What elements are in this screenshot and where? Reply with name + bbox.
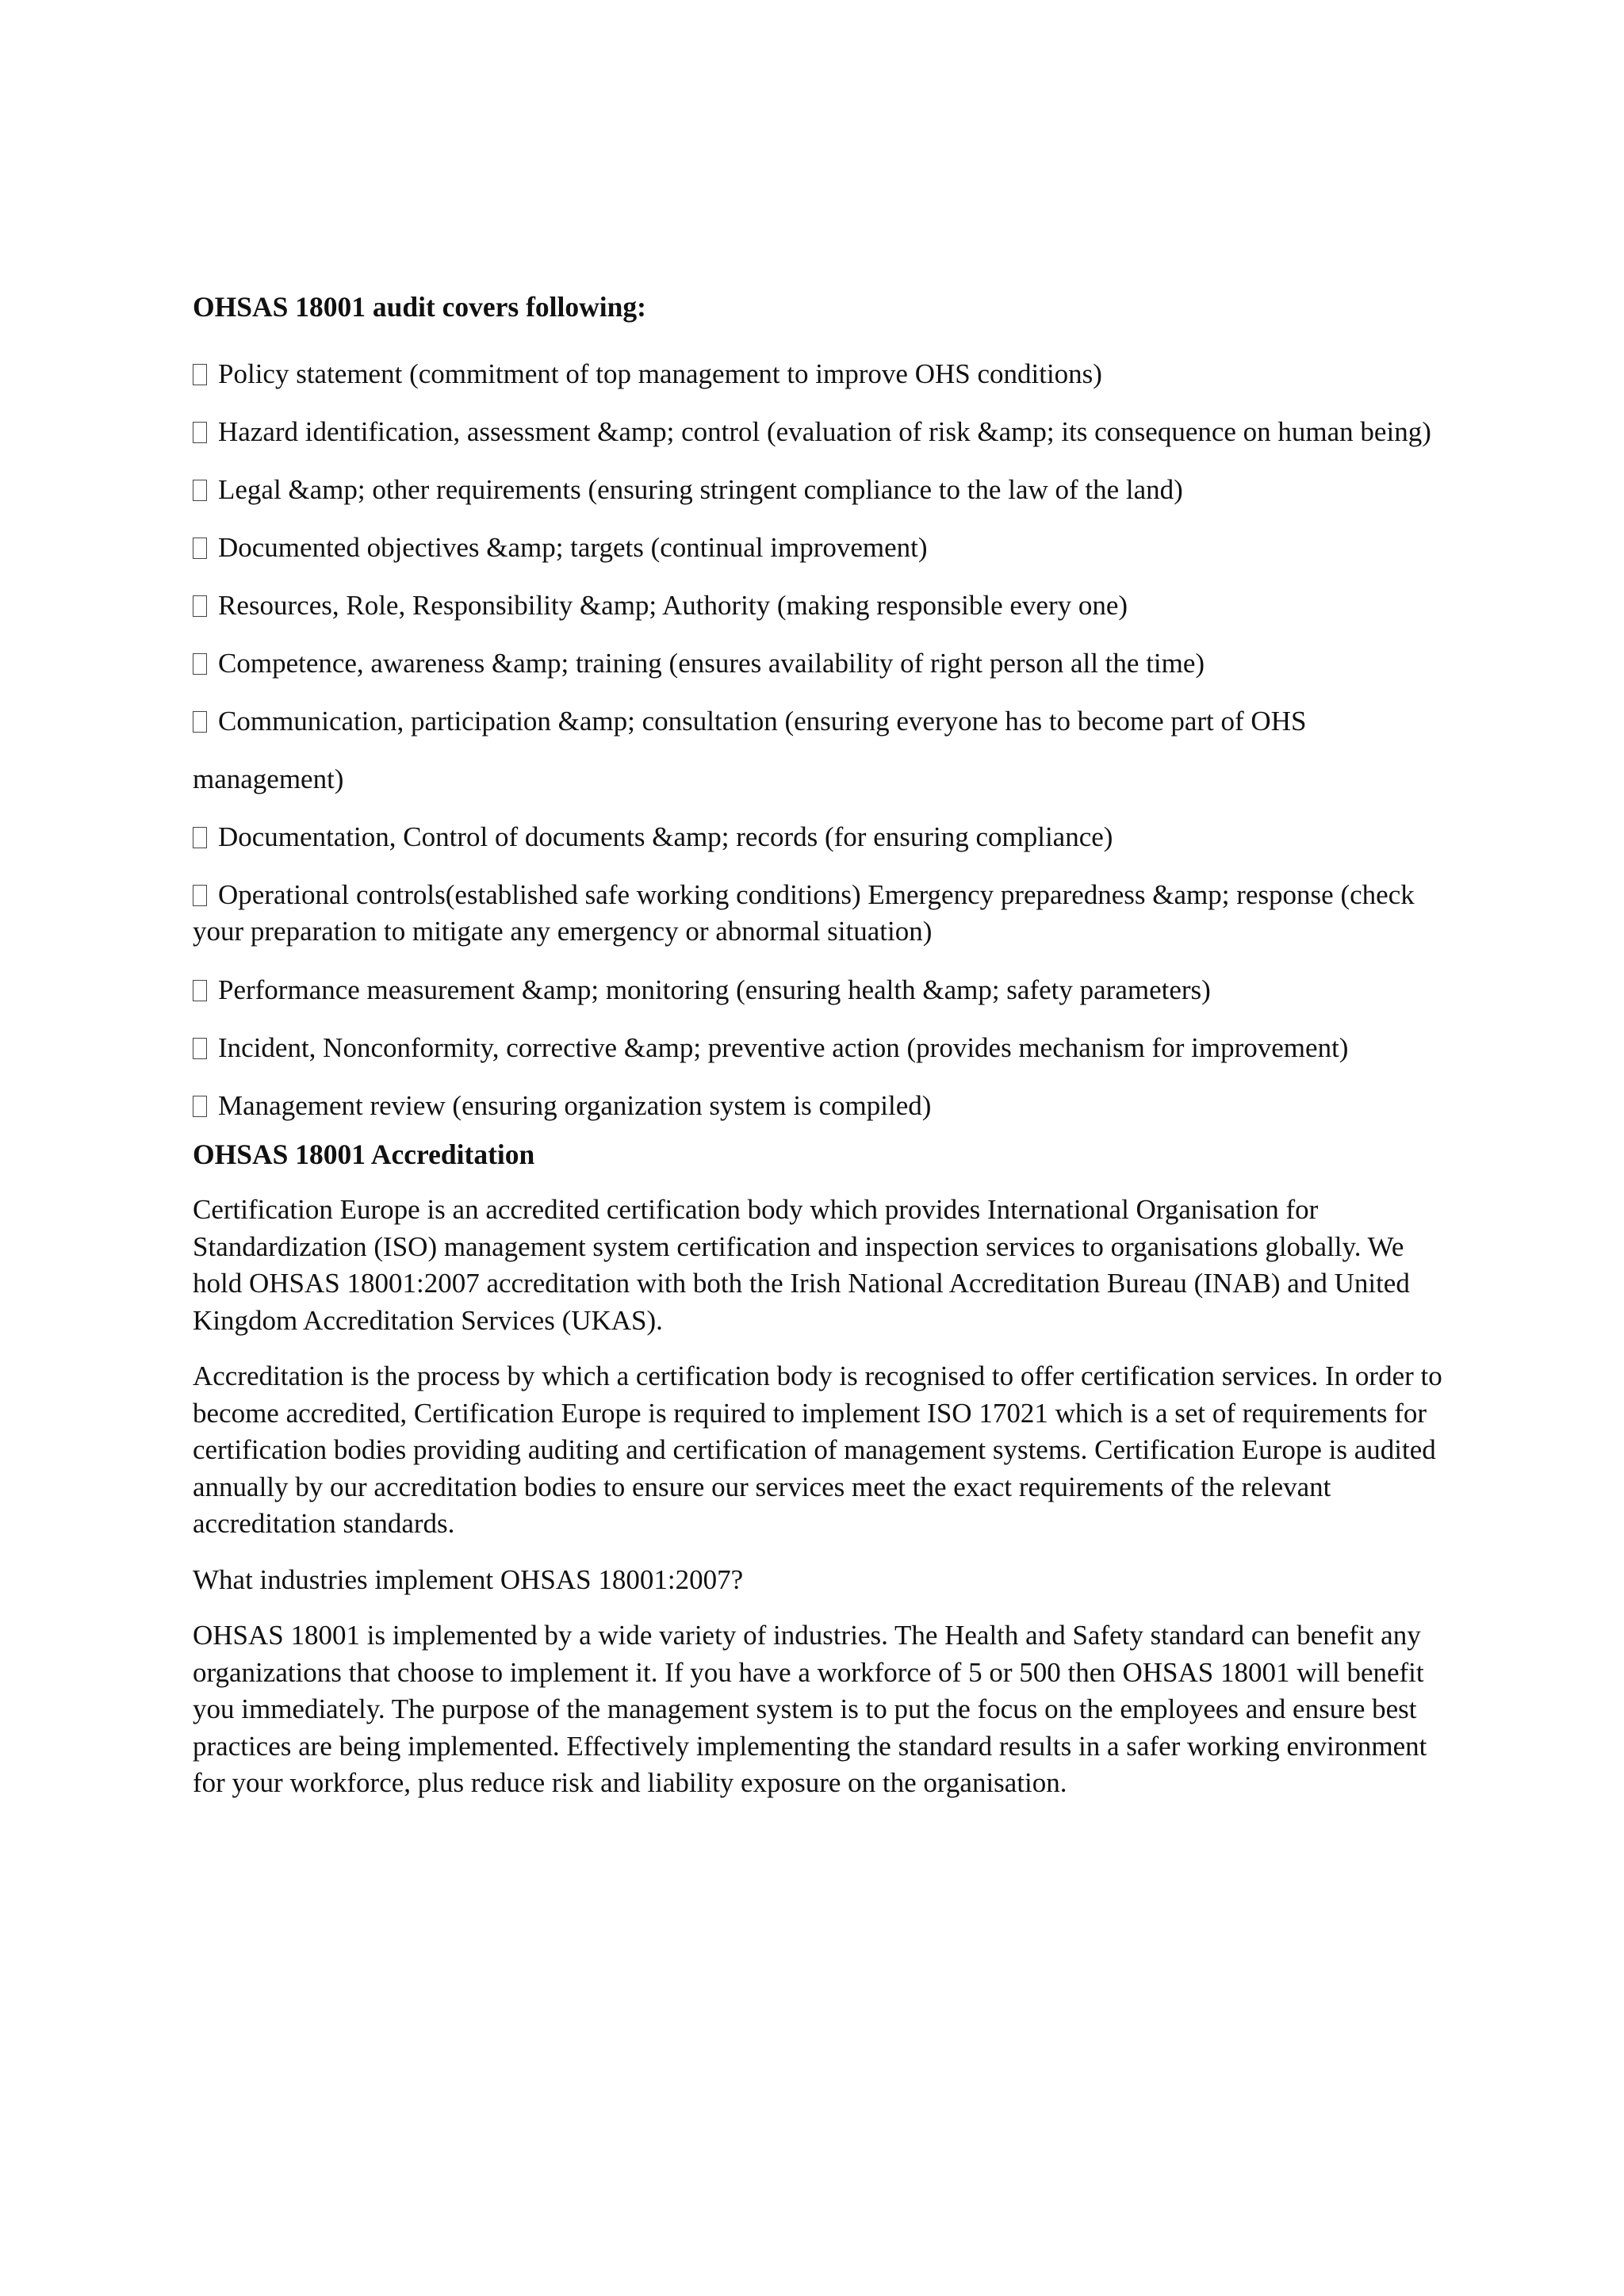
list-item [193, 403, 1446, 461]
list-item-text: Documentation, Control of documents &amp; records (for ensuring compliance) [218, 821, 1113, 852]
list-item-text: Operational controls(established safe working conditions) Emergency preparedness &amp; response (check your preparation to mitigate any emergency or abnormal situation) [193, 879, 1415, 947]
list-item [193, 461, 1446, 519]
list-item-text: Incident, Nonconformity, corrective &amp; preventive action (provides mechanism for improvement) [218, 1032, 1349, 1063]
section-heading-accreditation: OHSAS 18001 Accreditation [193, 1138, 535, 1170]
list-item [193, 692, 1446, 808]
document-body [193, 287, 1446, 1821]
list-item-text: Performance measurement &amp; monitoring (ensuring health &amp; safety parameters) [218, 974, 1211, 1005]
list-item [193, 877, 1446, 950]
section-heading-audit-covers: OHSAS 18001 audit covers following: [193, 291, 646, 323]
list-item [193, 1019, 1446, 1077]
list-item [193, 576, 1446, 634]
box-glyph-icon [193, 538, 207, 559]
box-glyph-icon [193, 653, 207, 675]
list-item [193, 808, 1446, 866]
list-item-text: Legal &amp; other requirements (ensuring stringent compliance to the law of the land) [218, 474, 1183, 505]
list-item [193, 519, 1446, 576]
list-item-text: Management review (ensuring organization system is compiled) [218, 1090, 932, 1121]
paragraph-accreditation-process: Accreditation is the process by which a certification body is recognised to offer certification services. In order to become accredited, Certification Europe is required to implement ISO 17021 which is a set of requirements for certification bodies providing auditing and certification of management systems. Certification Europe is audited annually by our accreditation bodies to ensure our services meet the exact requirements of the relevant accreditation standards. [193, 1360, 1442, 1539]
list-item-text: Communication, participation &amp; consultation (ensuring everyone has to become part of OHS management) [193, 706, 1307, 794]
box-glyph-icon [193, 827, 207, 848]
paragraph-industries: OHSAS 18001 is implemented by a wide variety of industries. The Health and Safety standard can benefit any organizations that choose to implement it. If you have a workforce of 5 or 500 then OHSAS 18001 will benefit you immediately. The purpose of the management system is to put the focus on the employees and ensure best practices are being implemented. Effectively implementing the standard results in a safer working environment for your workforce, plus reduce risk and liability exposure on the organisation. [193, 1620, 1427, 1798]
paragraph-certification-europe: Certification Europe is an accredited certification body which provides International Organisation for Standardization (ISO) management system certification and inspection services to organisations globally. We hold OHSAS 18001:2007 accreditation with both the Irish National Accreditation Bureau (INAB) and United Kingdom Accreditation Services (UKAS). [193, 1194, 1410, 1336]
list-item [193, 961, 1446, 1019]
list-item [193, 345, 1446, 403]
box-glyph-icon [193, 480, 207, 501]
list-item-text: Competence, awareness &amp; training (ensures availability of right person all the time) [218, 648, 1205, 679]
box-glyph-icon [193, 364, 207, 385]
list-item-text: Hazard identification, assessment &amp; control (evaluation of risk &amp; its consequence on human being) [218, 416, 1431, 447]
list-item [193, 634, 1446, 692]
box-glyph-icon [193, 595, 207, 617]
audit-items-list [193, 345, 1446, 1135]
list-item-text: Resources, Role, Responsibility &amp; Authority (making responsible every one) [218, 590, 1128, 621]
box-glyph-icon [193, 1096, 207, 1117]
list-item [193, 1077, 1446, 1135]
box-glyph-icon [193, 885, 207, 906]
box-glyph-icon [193, 711, 207, 733]
list-item-text: Policy statement (commitment of top management to improve OHS conditions) [218, 358, 1102, 389]
question-industries: What industries implement OHSAS 18001:2007? [193, 1563, 744, 1595]
box-glyph-icon [193, 422, 207, 443]
box-glyph-icon [193, 1038, 207, 1059]
list-item-text: Documented objectives &amp; targets (continual improvement) [218, 532, 928, 563]
box-glyph-icon [193, 980, 207, 1001]
